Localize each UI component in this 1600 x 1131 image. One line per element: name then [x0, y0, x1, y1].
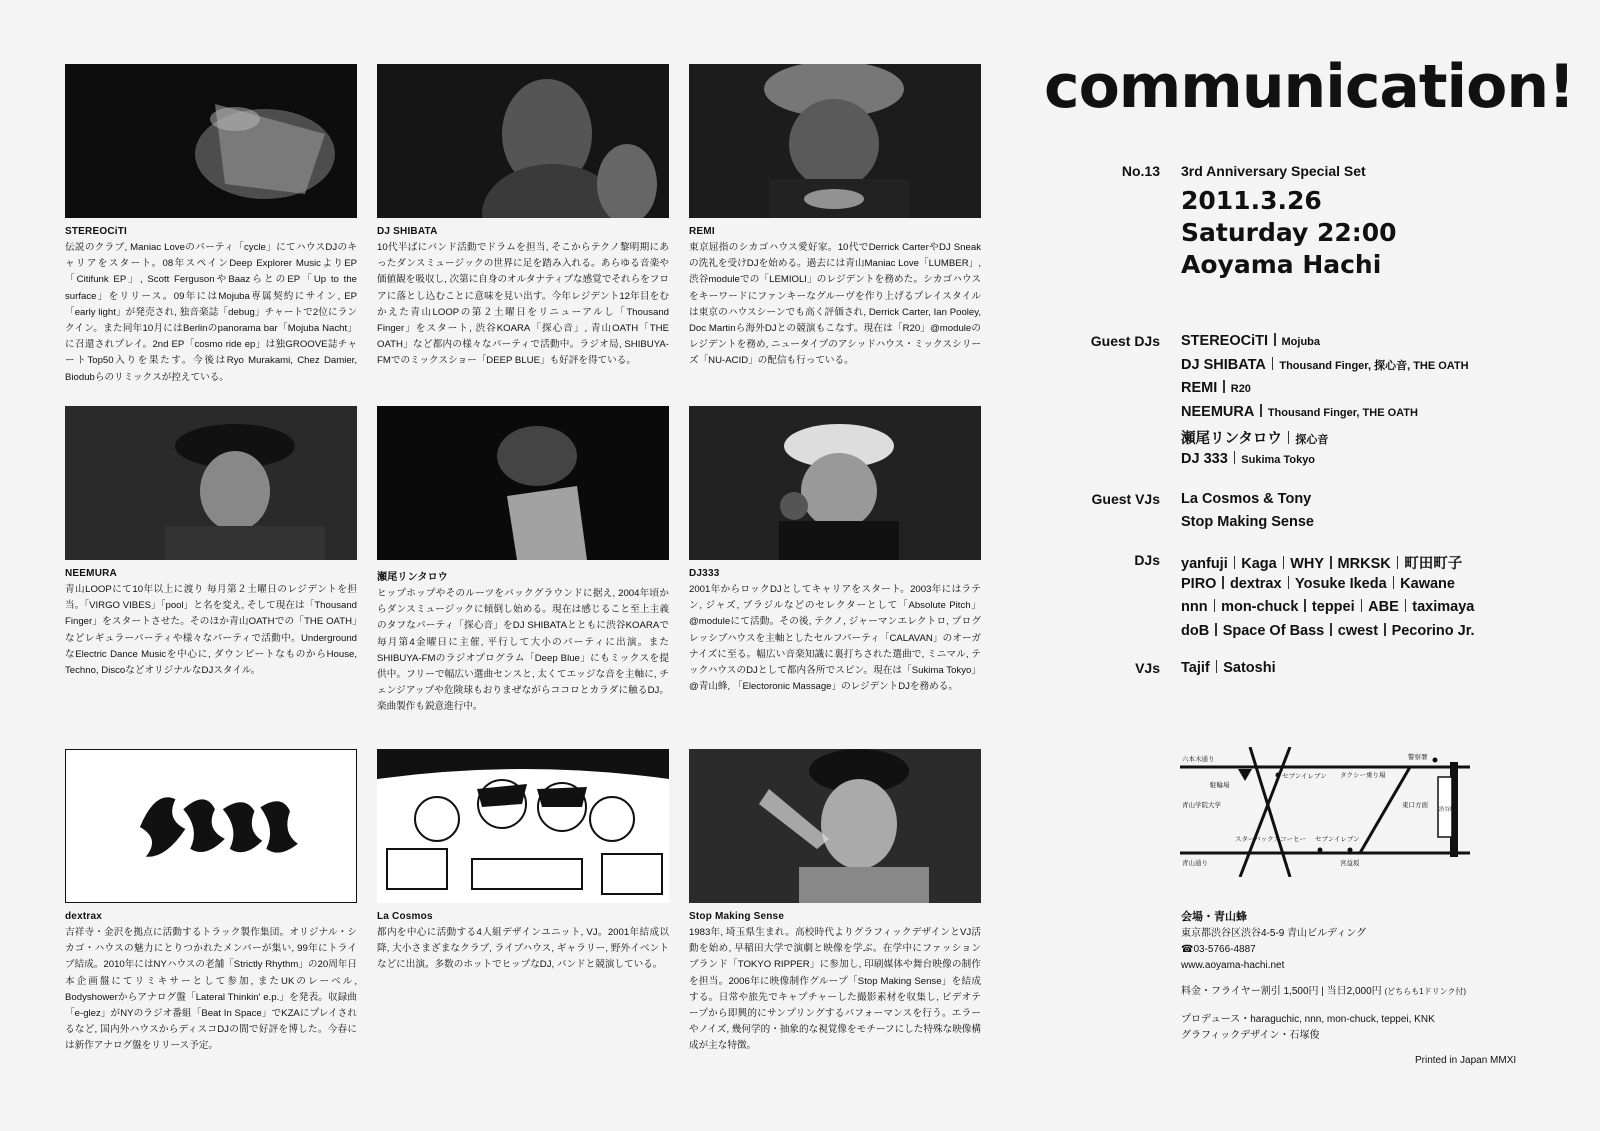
event-time: Saturday 22:00 [1181, 218, 1397, 247]
venue-url: www.aoyama-hachi.net [1181, 960, 1285, 971]
guest-dj-name: NEEMURA [1181, 403, 1255, 420]
event-date: 2011.3.26 [1181, 186, 1322, 215]
dj-name: 町田町子 [1404, 556, 1463, 572]
vjs-list [1181, 660, 1276, 676]
guest-dj-row [1181, 451, 1315, 467]
guest-dj-row [1181, 380, 1251, 396]
artist-bio: 東京屈指のシカゴハウス愛好家。10代でDerrick CarterやDJ Sneakの洗礼を受けDJを始める。過去には青山Maniac Love「LUMBER」, 渋谷moduleでの「LEMIOLI」のレジデントを務めた。シカゴハウスをキーワードにファンキーなグルーヴを作り上げるプレイスタイルは東京のハウスシーンでも高く評価され, Derrick Carter, Ian Pooley, Doc Martinら海外DJとの競演もこなす。現在は「R20」@moduleのレジデントを務め, ニュータイプのアシッドハウス・ミックスシリーズ「NU-ACID」の配信も行っている。 [689, 242, 981, 367]
dj-name: taximaya [1412, 599, 1475, 616]
guest-dj-name: 瀬尾リンタロウ [1181, 431, 1282, 448]
artist-bio: 都内を中心に活動する4人組デザインユニット, VJ。2001年結成以降, 大小さまざまなクラブ, ライブハウス, ギャラリー, 野外イベントなどに出演。多数のホットでヒップなDJ, バンドと競演している。 [377, 927, 669, 971]
map-label: タクシー乗り場 [1340, 771, 1386, 779]
map-label: セブンイレブン [1315, 835, 1360, 843]
artist-photo [65, 406, 357, 560]
artist-illustration [377, 749, 669, 903]
artist-photo [689, 64, 981, 218]
artist-card-dj-shibata [377, 64, 669, 370]
artist-bio: 青山LOOPにて10年以上に渡り 毎月第２土曜日のレジデントを担当。「VIRGO VIBES」「pool」と名を変え, そして現在は「Thousand Finger」をスタートさせた。そのほか青山OATHでの「THE OATH」などレギュラーパーティや様々なパーティで活動中。UndergroundなElectric Dance Musicを中心に, ダウンビートなものからHouse, Techno, DiscoなどオリジナルなDJスタイル。 [65, 584, 357, 677]
guest-dj-row [1181, 404, 1418, 420]
guest-dj-name: DJ 333 [1181, 451, 1228, 467]
guest-dj-affiliation: Sukima Tokyo [1241, 454, 1316, 466]
artist-name: dextrax [65, 911, 102, 922]
flyer-title: communication! [1044, 52, 1575, 122]
artist-name: DJ333 [689, 568, 720, 579]
printed-note: Printed in Japan MMXI [1415, 1055, 1517, 1066]
map-label: 六本木通り [1182, 755, 1215, 763]
artist-card-neemura [65, 406, 357, 679]
dj-name: WHY [1290, 556, 1325, 572]
dj-row [1181, 552, 1462, 573]
artist-bio: 吉祥寺・金沢を拠点に活動するトラック製作集団。オリジナル・シカゴ・ハウスの魅力にとりつかれたメンバーが集い, 99年にトライブ結成。2010年にはNYハウスの老舗「Strictly Rhythm」の20周年日本企画盤にてリミキサーとして参加, またUKのレーベル, Bodyshowerからアナログ盤「Lateral Thinkin' e.p.」を発表。収録曲「e-glez」がNYのラジオ番組「Beat In Space」でKZAにプレイされるなど, 国内外ハウスからディスコDJの間で好評を博した。今春には新作アナログ盤をリリース予定。 [65, 927, 357, 1052]
artist-photo [689, 406, 981, 560]
artist-photo [689, 749, 981, 903]
artist-card-stop-making-sense [689, 749, 981, 1055]
vj-name: Satoshi [1223, 660, 1276, 676]
map-label: 駐輪場 [1210, 781, 1230, 789]
artist-name: La Cosmos [377, 911, 433, 922]
dj-name: Space Of Bass [1222, 622, 1325, 639]
artist-card-seo-rintarou [377, 406, 669, 716]
dj-name: ABE [1368, 599, 1399, 616]
dj-name: Kaga [1241, 556, 1277, 572]
dextrax-logo [65, 749, 357, 903]
guest-dj-affiliation: R20 [1230, 383, 1251, 396]
guest-dj-name: REMI [1181, 380, 1218, 397]
price-note: (どちらも1ドリンク付) [1384, 987, 1467, 996]
design-credit: グラフィックデザイン・石塚俊 [1181, 1030, 1320, 1041]
map-label: 宮益坂 [1340, 859, 1360, 867]
artist-bio: 伝説のクラブ, Maniac Loveのパーティ「cycle」にてハウスDJのキャリアをスタート。08年スペインDeep Explorer MusicよりEP「Citifunk EP」, Scott FergusonやBaazらとのEP「Up to the surface」をリリース。09年にはMojuba専属契約にサイン, EP「early light」が発売され, 独音楽誌「debug」チャートで2位にランクイン。また同年10月にはBerlinのpanorama bar「Mojuba Nacht」に召還されプレイ。2nd EP「cosmo ride ep」は独GROOVE誌チャートTop50入りを果たす。今後はRyo Murakami, Chez Damier, Biodubらのリミックスが控えている。 [65, 242, 357, 383]
dj-name: doB [1181, 622, 1210, 639]
price-info [1181, 984, 1466, 1000]
artist-card-dj333 [689, 406, 981, 695]
event-subtitle: 3rd Anniversary Special Set [1181, 163, 1366, 179]
vj-name: Tajif [1181, 660, 1210, 676]
guest-dj-name: DJ SHIBATA [1181, 356, 1266, 373]
guest-djs-label: Guest DJs [1090, 333, 1160, 349]
map-label: 渋谷駅 [1439, 807, 1456, 813]
venue-map [1180, 747, 1470, 877]
artist-card-dextrax [65, 749, 357, 1055]
djs-label: DJs [1134, 552, 1160, 568]
artist-bio: 1983年, 埼玉県生まれ。高校時代よりグラフィックデザインとVJ活動を始め, 早稲田大学で演劇と映像を学ぶ。在学中にファッションブランド「TOKYO RIPPER」に参加し, 印刷媒体や舞台映像の制作を担当。2006年に映像制作グループ「Stop Making Sense」を結成する。日常や旅先でキャプチャーした撮影素材を収集し, ビデオテープから即興的にサンプリングするパフォーマンスを行う。エラーやノイズ, 幾何学的・抽象的な視覚像をモチーフにした特殊な映像構成が主な特徴。 [689, 927, 981, 1052]
event-number: No.13 [1121, 163, 1160, 179]
venue-address: 東京都渋谷区渋谷4-5-9 青山ビルディング [1181, 928, 1367, 939]
venue-label: 会場・青山蜂 [1181, 911, 1247, 923]
artist-card-remi [689, 64, 981, 370]
dj-row [1181, 623, 1475, 639]
artist-bio: ヒップホップやそのルーツをバックグラウンドに据え, 2004年頃からダンスミュージックに傾倒し始める。現在は感じること至上主義のタフなパーティ「探心音」をDJ SHIBATAとともに渋谷KOARAで毎月第4金曜日に主催, 平行して大小のパーティに出演。またSHIBUYA-FMのラジオプログラム「Deep Blue」にもミックスを提供中。フリーで幅広い選曲センスと, 太くてエッジな音を主軸に, チェンジアップや危険球もおりまぜながらココロとカラダに触るDJ。楽曲製作も鋭意進行中。 [377, 588, 669, 713]
artist-name: NEEMURA [65, 568, 117, 579]
map-label: 東口方面 [1402, 801, 1428, 809]
dj-name: cwest [1337, 622, 1379, 639]
event-venue: Aoyama Hachi [1181, 250, 1382, 279]
dj-name: teppei [1311, 599, 1355, 616]
artist-card-stereociti [65, 64, 357, 386]
map-label: スターバックスコーヒー [1235, 835, 1306, 843]
dj-name: Pecorino Jr. [1391, 622, 1475, 639]
guest-dj-name: STEREOCiTI [1181, 333, 1269, 349]
guest-vjs-label: Guest VJs [1091, 491, 1160, 507]
producer-credit: プロデュース・haraguchic, nnn, mon-chuck, teppei, KNK [1181, 1014, 1435, 1025]
dj-name: Yosuke Ikeda [1295, 575, 1387, 592]
guest-dj-affiliation: 探心音 [1295, 434, 1329, 447]
artist-photo [377, 64, 669, 218]
dj-name: mon-chuck [1221, 599, 1299, 616]
artist-name: 瀬尾リンタロウ [377, 572, 448, 583]
artist-name: STEREOCiTI [65, 226, 128, 237]
artist-bio: 10代半ばにバンド活動でドラムを担当, そこからテクノ黎明期にあったダンスミュージックの世界に足を踏み入れる。あらゆる音楽や価値観を吸収し, 次第に自身のオルタナティブな感覚でそれらをフロアに落とし込むことに意味を見い出す。今年レジデント12年目をむかえた青山LOOPの第２土曜日をリニューアルし「Thousand Finger」をスタート, 渋谷KOARA「探心音」, 青山OATH「THE OATH」など都内の様々なパーティで活動中。ラジオ局, SHIBUYA-FMでのミックスショー「DEEP BLUE」も好評を得ている。 [377, 242, 669, 367]
guest-dj-row [1181, 427, 1328, 448]
guest-dj-affiliation: Thousand Finger, THE OATH [1267, 406, 1418, 419]
dj-name: Kawane [1400, 575, 1455, 592]
map-label: 青山通り [1182, 859, 1208, 867]
dj-name: dextrax [1229, 575, 1282, 592]
artist-name: DJ SHIBATA [377, 226, 438, 237]
price: 料金・フライヤー割引 1,500円 | 当日2,000円 [1181, 986, 1382, 997]
map-label: セブンイレブン [1282, 772, 1327, 780]
venue-tel: ☎03-5766-4887 [1181, 944, 1256, 955]
dj-row [1181, 576, 1455, 592]
dj-name: MRKSK [1337, 556, 1391, 572]
artist-name: REMI [689, 226, 715, 237]
guest-vj: Stop Making Sense [1181, 514, 1314, 530]
dj-name: nnn [1181, 599, 1208, 616]
artist-photo [377, 406, 669, 560]
guest-dj-affiliation: Thousand Finger, 探心音, THE OATH [1279, 359, 1469, 372]
artist-bio: 2001年からロックDJとしてキャリアをスタート。2003年にはラテン, ジャズ, ブラジルなどのセレクターとして「Absolute Pitch」@moduleにて活動。その後, テクノ, ジャーマンエレクトロ, プログレッシブハウスを主軸としたセルフパーティ「CALAVAN」のオーガナイズに至る。幅広い音楽知識に裏打ちされた選曲で, ミニマル, テックハウスのDJとして都内各所でスピン。現在は「Sukima Tokyo」@青山蜂, 「Electoronic Massage」のレジデントDJを務める。 [689, 584, 981, 693]
dj-row [1181, 599, 1474, 615]
artist-name: Stop Making Sense [689, 911, 785, 922]
artist-photo [65, 64, 357, 218]
artist-card-la-cosmos [377, 749, 669, 974]
dj-name: PIRO [1181, 575, 1217, 592]
guest-dj-affiliation: Mojuba [1281, 336, 1321, 348]
dj-name: yanfuji [1181, 556, 1228, 572]
guest-dj-row [1181, 357, 1469, 373]
map-label: 警察署 [1408, 753, 1428, 761]
guest-vj: La Cosmos & Tony [1181, 491, 1312, 507]
guest-dj-row [1181, 333, 1320, 349]
map-label: 青山学院大学 [1182, 801, 1221, 809]
vjs-label: VJs [1135, 660, 1160, 676]
